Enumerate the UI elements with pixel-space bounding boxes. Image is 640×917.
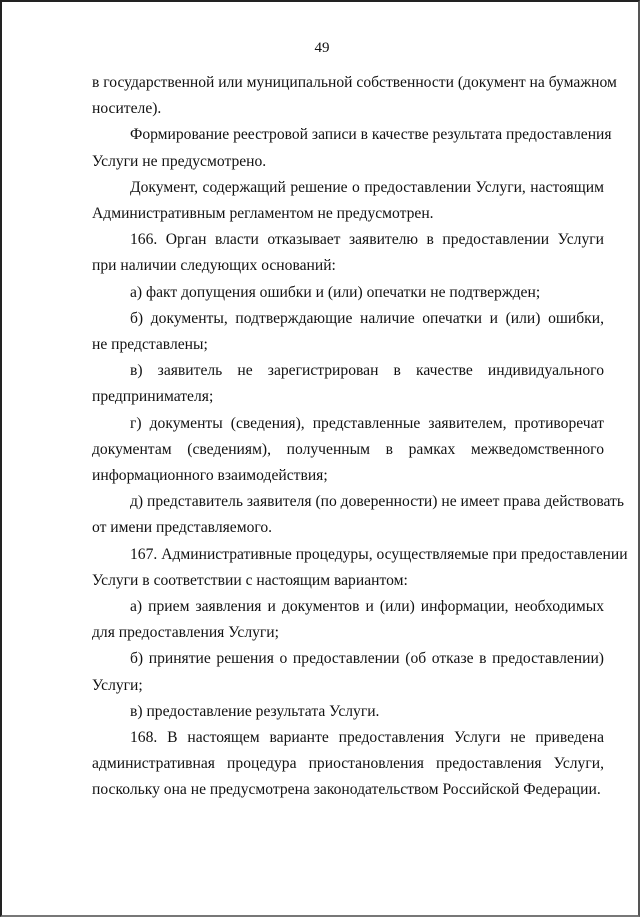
text-line: при наличии следующих оснований: [92, 257, 336, 275]
paragraph [92, 175, 604, 227]
text-line: в государственной или муниципальной собственности (документ на бумажном [92, 74, 617, 91]
paragraph [92, 725, 604, 804]
text-line: носителе). [92, 100, 162, 118]
paragraph [92, 542, 628, 594]
text-line: г) документы (сведения), представленные заявителем, противоречат [130, 414, 604, 432]
paragraph [92, 280, 604, 306]
text-line: Услуги; [92, 676, 143, 694]
paragraph [92, 699, 604, 725]
text-line: б) принятие решения о предоставлении (об отказе в предоставлении) [130, 650, 604, 668]
paragraph [92, 594, 604, 646]
page-number: 49 [314, 40, 330, 56]
text-line: документам (сведениям), полученным в рамках межведомственного [92, 440, 604, 458]
text-line: а) факт допущения ошибки и (или) опечатки не подтвержден; [130, 283, 541, 301]
text-line: в) заявитель не зарегистрирован в качестве индивидуального [130, 362, 604, 380]
text-line: д) представитель заявителя (по доверенности) не имеет права действовать [130, 493, 624, 511]
text-line: Документ, содержащий решение о предоставлении Услуги, настоящим [130, 178, 604, 196]
text-line: Формирование реестровой записи в качестве результата предоставления [130, 126, 612, 144]
text-line: для предоставления Услуги; [92, 624, 279, 642]
text-line: поскольку она не предусмотрена законодательством Российской Федерации. [92, 781, 601, 799]
text-line: 166. Орган власти отказывает заявителю в предоставлении Услуги [130, 231, 604, 249]
text-line: от имени представляемого. [92, 519, 273, 537]
text-line: не представлены; [92, 336, 208, 354]
paragraph [92, 411, 604, 490]
text-line: а) прием заявления и документов и (или) информации, необходимых [130, 598, 604, 616]
paragraph [92, 489, 624, 541]
paragraph [92, 646, 604, 698]
text-line: в) предоставление результата Услуги. [130, 702, 380, 720]
paragraph [92, 227, 604, 279]
text-line: Услуги не предусмотрено. [92, 152, 267, 170]
paragraph [92, 306, 604, 358]
text-line: предпринимателя; [92, 388, 214, 406]
text-line: Услуги в соответствии с настоящим вариантом: [92, 571, 408, 589]
paragraph [92, 122, 612, 174]
document-body [92, 70, 628, 804]
text-line: информационного взаимодействия; [92, 467, 328, 485]
text-line: Административным регламентом не предусмотрен. [92, 205, 434, 223]
text-line: б) документы, подтверждающие наличие опечатки и (или) ошибки, [130, 309, 604, 327]
paragraph [92, 358, 604, 410]
text-line: административная процедура приостановления предоставления Услуги, [92, 755, 604, 773]
text-line: 168. В настоящем варианте предоставления Услуги не приведена [130, 729, 604, 747]
paragraph [92, 70, 617, 122]
text-line: 167. Административные процедуры, осуществляемые при предоставлении [130, 545, 628, 563]
